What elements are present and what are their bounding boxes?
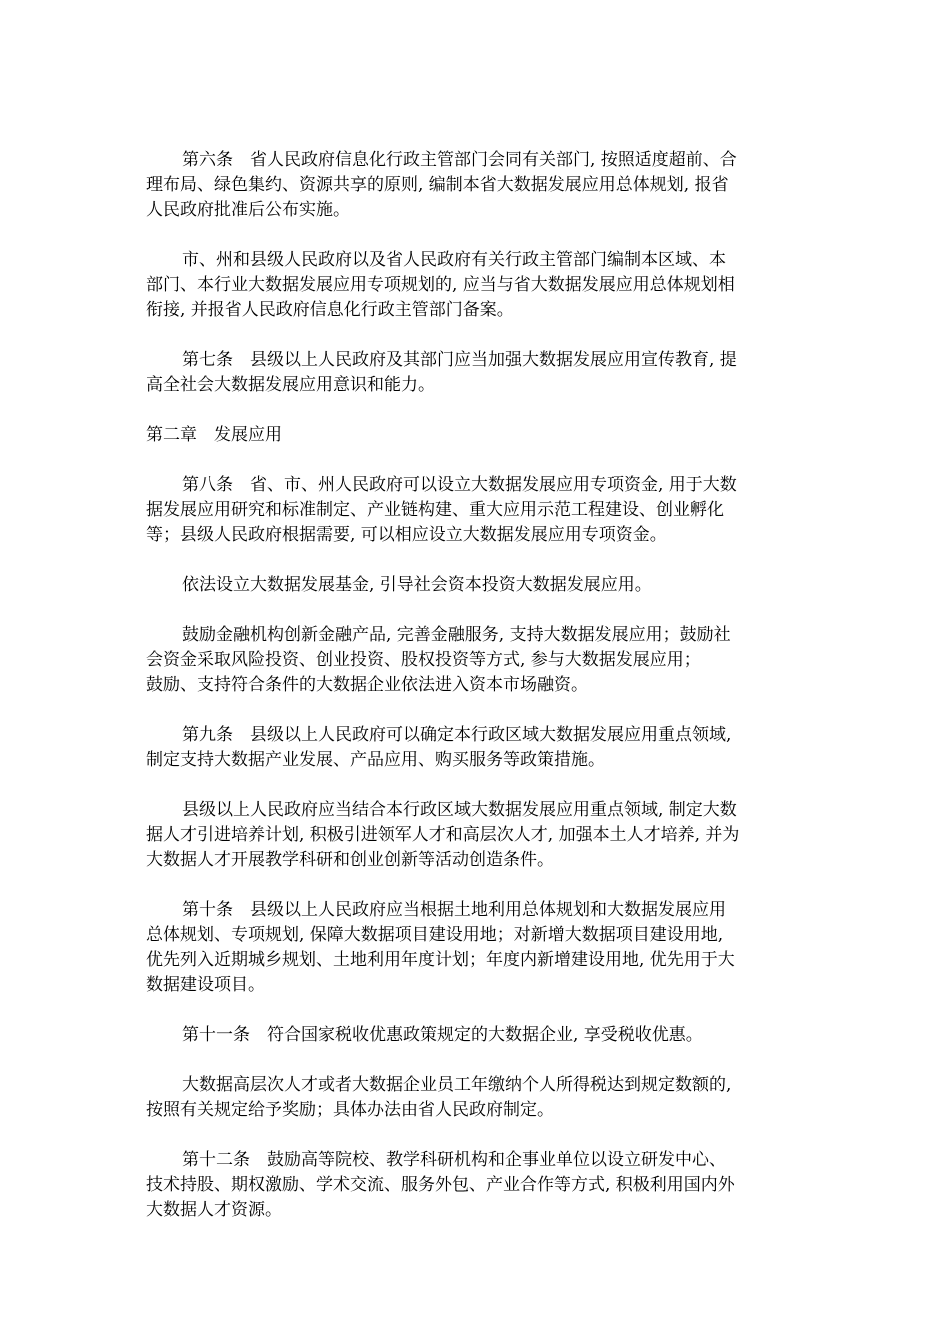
text-line: 鼓励、支持符合条件的大数据企业依法进入资本市场融资。 bbox=[146, 675, 588, 695]
paragraph bbox=[146, 248, 808, 323]
text-line: 第八条 省、市、州人民政府可以设立大数据发展应用专项资金, 用于大数 bbox=[182, 475, 737, 495]
text-line: 第十条 县级以上人民政府应当根据土地利用总体规划和大数据发展应用 bbox=[182, 900, 726, 920]
text-line: 按照有关规定给予奖励；具体办法由省人民政府制定。 bbox=[146, 1100, 554, 1120]
text-line: 高全社会大数据发展应用意识和能力。 bbox=[146, 375, 435, 395]
paragraph bbox=[146, 623, 808, 698]
text-line: 大数据人才资源。 bbox=[146, 1200, 282, 1220]
text-line: 衔接, 并报省人民政府信息化行政主管部门备案。 bbox=[146, 300, 514, 320]
article-11 bbox=[146, 1023, 808, 1048]
text-line: 县级以上人民政府应当结合本行政区域大数据发展应用重点领域, 制定大数 bbox=[182, 800, 737, 820]
article-7 bbox=[146, 348, 808, 398]
paragraph bbox=[146, 573, 808, 598]
text-line: 第六条 省人民政府信息化行政主管部门会同有关部门, 按照适度超前、合 bbox=[182, 150, 737, 170]
text-line: 第九条 县级以上人民政府可以确定本行政区域大数据发展应用重点领域, bbox=[182, 725, 732, 745]
article-9 bbox=[146, 723, 808, 773]
text-line: 第十二条 鼓励高等院校、教学科研机构和企事业单位以设立研发中心、 bbox=[182, 1150, 726, 1170]
text-line: 市、州和县级人民政府以及省人民政府有关行政主管部门编制本区域、本 bbox=[182, 250, 726, 270]
text-line: 制定支持大数据产业发展、产品应用、购买服务等政策措施。 bbox=[146, 750, 605, 770]
text-line: 第七条 县级以上人民政府及其部门应当加强大数据发展应用宣传教育, 提 bbox=[182, 350, 737, 370]
text-line: 会资金采取风险投资、创业投资、股权投资等方式, 参与大数据发展应用； bbox=[146, 650, 701, 670]
text-line: 人民政府批准后公布实施。 bbox=[146, 200, 350, 220]
paragraph bbox=[146, 798, 808, 873]
text-line: 据人才引进培养计划, 积极引进领军人才和高层次人才, 加强本土人才培养, 并为 bbox=[146, 825, 740, 845]
document-page bbox=[146, 148, 808, 1248]
text-line: 据发展应用研究和标准制定、产业链构建、重大应用示范工程建设、创业孵化 bbox=[146, 500, 724, 520]
text-line: 数据建设项目。 bbox=[146, 975, 265, 995]
text-line: 大数据人才开展教学科研和创业创新等活动创造条件。 bbox=[146, 850, 554, 870]
article-12 bbox=[146, 1148, 808, 1223]
text-line: 理布局、绿色集约、资源共享的原则, 编制本省大数据发展应用总体规划, 报省 bbox=[146, 175, 729, 195]
text-line: 等；县级人民政府根据需要, 可以相应设立大数据发展应用专项资金。 bbox=[146, 525, 667, 545]
article-6 bbox=[146, 148, 808, 223]
text-line: 鼓励金融机构创新金融产品, 完善金融服务, 支持大数据发展应用；鼓励社 bbox=[182, 625, 731, 645]
chapter-heading bbox=[146, 423, 808, 448]
paragraph bbox=[146, 1073, 808, 1123]
text-line: 优先列入近期城乡规划、土地利用年度计划；年度内新增建设用地, 优先用于大 bbox=[146, 950, 735, 970]
text-line: 依法设立大数据发展基金, 引导社会资本投资大数据发展应用。 bbox=[182, 575, 652, 595]
text-line: 第十一条 符合国家税收优惠政策规定的大数据企业, 享受税收优惠。 bbox=[182, 1025, 703, 1045]
article-8 bbox=[146, 473, 808, 548]
article-10 bbox=[146, 898, 808, 998]
text-line: 总体规划、专项规划, 保障大数据项目建设用地；对新增大数据项目建设用地, bbox=[146, 925, 724, 945]
chapter-title: 第二章 发展应用 bbox=[146, 425, 282, 445]
text-line: 部门、本行业大数据发展应用专项规划的, 应当与省大数据发展应用总体规划相 bbox=[146, 275, 735, 295]
text-line: 大数据高层次人才或者大数据企业员工年缴纳个人所得税达到规定数额的, bbox=[182, 1075, 732, 1095]
text-line: 技术持股、期权激励、学术交流、服务外包、产业合作等方式, 积极利用国内外 bbox=[146, 1175, 735, 1195]
